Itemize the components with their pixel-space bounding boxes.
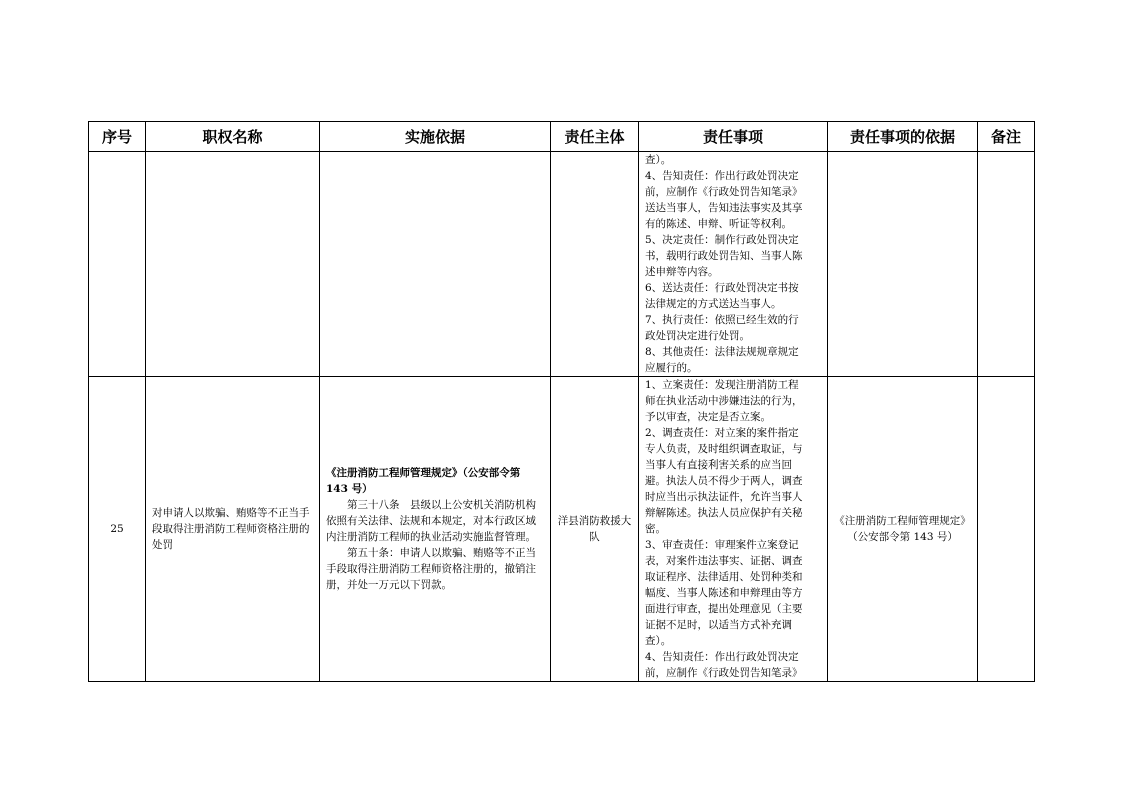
cell-name: 对申请人以欺骗、贿赂等不正当手段取得注册消防工程师资格注册的处罚 bbox=[146, 377, 320, 682]
item-line: 面进行审查，提出处理意见（主要 bbox=[645, 603, 803, 615]
item-line: 送达当事人，告知违法事实及其享 bbox=[645, 202, 803, 214]
item-line: 书，载明行政处罚告知、当事人陈 bbox=[645, 250, 803, 262]
cell-note bbox=[978, 152, 1035, 377]
item-line: 查）。 bbox=[645, 154, 672, 166]
item-line: 8、其他责任：法律法规规章规定 bbox=[645, 346, 799, 358]
basis-paragraph: 第五十条：申请人以欺骗、贿赂等不正当手段取得注册消防工程师资格注册的，撤销注册，并处一万元以下罚款。 bbox=[326, 547, 536, 591]
item-line: 专人负责，及时组织调查取证，与 bbox=[645, 443, 803, 455]
item-line: 3、审查责任：审理案件立案登记 bbox=[645, 539, 799, 551]
item-line: 应履行的。 bbox=[645, 362, 698, 374]
item-line: 避。执法人员不得少于两人，调查 bbox=[645, 475, 803, 487]
header-note: 备注 bbox=[978, 122, 1035, 152]
table-row bbox=[89, 377, 1035, 682]
item-line: 6、送达责任：行政处罚决定书按 bbox=[645, 282, 799, 294]
item-line: 辩解陈述。执法人员应保护有关秘 bbox=[645, 507, 803, 519]
authority-table bbox=[88, 121, 1035, 682]
header-items-basis: 责任事项的依据 bbox=[828, 122, 978, 152]
basis-paragraph: 第三十八条 县级以上公安机关消防机构依照有关法律、法规和本规定，对本行政区域内注册消防工程师的执业活动实施监督管理。 bbox=[326, 499, 536, 543]
header-basis: 实施依据 bbox=[320, 122, 551, 152]
item-line: 1、立案责任：发现注册消防工程 bbox=[645, 379, 799, 391]
item-line: 法律规定的方式送达当事人。 bbox=[645, 298, 782, 310]
header-items: 责任事项 bbox=[639, 122, 828, 152]
cell-items-basis: 《注册消防工程师管理规定》（公安部令第 143 号） bbox=[828, 377, 978, 682]
basis-law-title: 《注册消防工程师管理规定》（公安部令第 143 号） bbox=[326, 467, 521, 495]
item-line: 政处罚决定进行处罚。 bbox=[645, 330, 750, 342]
cell-subject bbox=[551, 152, 639, 377]
item-line: 前，应制作《行政处罚告知笔录》 bbox=[645, 186, 803, 198]
header-seq: 序号 bbox=[89, 122, 146, 152]
item-line: 取证程序、法律适用、处罚种类和 bbox=[645, 571, 803, 583]
table-row bbox=[89, 152, 1035, 377]
cell-items bbox=[639, 377, 828, 682]
item-line: 述申辩等内容。 bbox=[645, 266, 719, 278]
cell-basis bbox=[320, 377, 551, 682]
cell-name bbox=[146, 152, 320, 377]
item-line: 时应当出示执法证件，允许当事人 bbox=[645, 491, 803, 503]
item-line: 2、调查责任：对立案的案件指定 bbox=[645, 427, 799, 439]
item-line: 4、告知责任：作出行政处罚决定 bbox=[645, 651, 799, 663]
item-line: 5、决定责任：制作行政处罚决定 bbox=[645, 234, 799, 246]
header-name: 职权名称 bbox=[146, 122, 320, 152]
item-line: 有的陈述、申辩、听证等权利。 bbox=[645, 218, 792, 230]
header-subject: 责任主体 bbox=[551, 122, 639, 152]
item-line: 师在执业活动中涉嫌违法的行为， bbox=[645, 395, 803, 407]
item-line: 7、执行责任：依照已经生效的行 bbox=[645, 314, 799, 326]
cell-seq: 25 bbox=[89, 377, 146, 682]
cell-basis bbox=[320, 152, 551, 377]
item-line: 密。 bbox=[645, 523, 666, 535]
item-line: 幅度、当事人陈述和申辩理由等方 bbox=[645, 587, 803, 599]
item-line: 前，应制作《行政处罚告知笔录》 bbox=[645, 667, 803, 679]
item-line: 表，对案件违法事实、证据、调查 bbox=[645, 555, 803, 567]
cell-items-basis bbox=[828, 152, 978, 377]
cell-subject: 洋县消防救援大队 bbox=[551, 377, 639, 682]
cell-seq bbox=[89, 152, 146, 377]
header-row bbox=[89, 122, 1035, 152]
item-line: 4、告知责任：作出行政处罚决定 bbox=[645, 170, 799, 182]
item-line: 证据不足时，以适当方式补充调 bbox=[645, 619, 792, 631]
item-line: 查）。 bbox=[645, 635, 672, 647]
item-line: 当事人有直接利害关系的应当回 bbox=[645, 459, 792, 471]
cell-note bbox=[978, 377, 1035, 682]
item-line: 予以审查，决定是否立案。 bbox=[645, 411, 771, 423]
cell-items bbox=[639, 152, 828, 377]
